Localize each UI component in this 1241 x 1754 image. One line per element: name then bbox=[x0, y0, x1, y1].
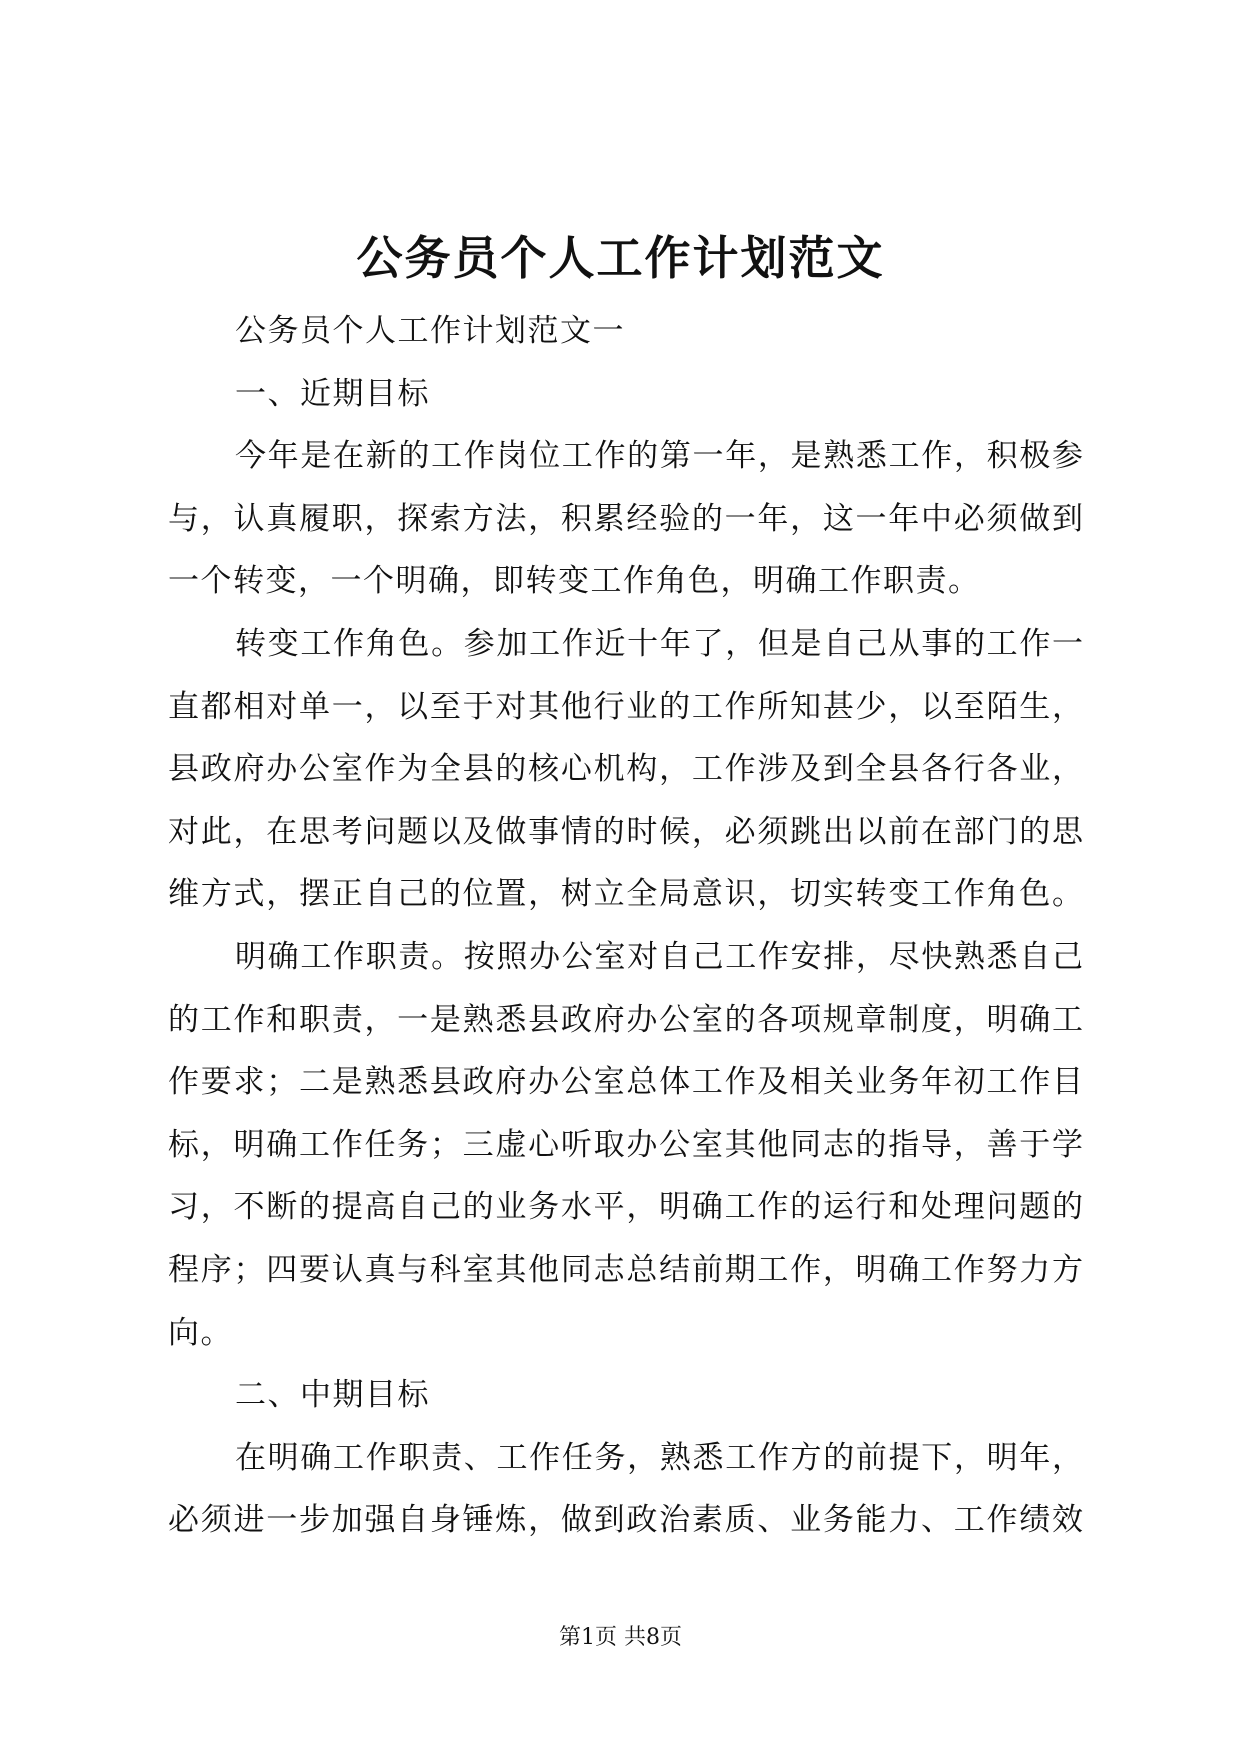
text-line: 一个转变，一个明确，即转变工作角色，明确工作职责。 bbox=[168, 563, 981, 600]
text-line: 的工作和职责，一是熟悉县政府办公室的各项规章制度，明确工 bbox=[168, 1001, 1083, 1038]
text-line: 明确工作职责。按照办公室对自己工作安排，尽快熟悉自己 bbox=[235, 938, 1083, 975]
text-line: 与，认真履职，探索方法，积累经验的一年，这一年中必须做到 bbox=[168, 500, 1083, 537]
document-body bbox=[168, 300, 1083, 1552]
text-line: 转变工作角色。参加工作近十年了，但是自己从事的工作一 bbox=[235, 625, 1083, 662]
text-line: 直都相对单一，以至于对其他行业的工作所知甚少，以至陌生， bbox=[168, 688, 1083, 725]
text-line: 向。 bbox=[168, 1314, 233, 1351]
text-line: 标，明确工作任务；三虚心听取办公室其他同志的指导，善于学 bbox=[168, 1126, 1083, 1163]
text-line: 必须进一步加强自身锤炼，做到政治素质、业务能力、工作绩效 bbox=[168, 1502, 1083, 1539]
text-line: 二、中期目标 bbox=[235, 1377, 430, 1414]
text-line: 对此，在思考问题以及做事情的时候，必须跳出以前在部门的思 bbox=[168, 813, 1083, 850]
text-line: 习，不断的提高自己的业务水平，明确工作的运行和处理问题的 bbox=[168, 1189, 1083, 1226]
text-line: 作要求；二是熟悉县政府办公室总体工作及相关业务年初工作目 bbox=[168, 1064, 1083, 1101]
text-line: 县政府办公室作为全县的核心机构，工作涉及到全县各行各业， bbox=[168, 751, 1083, 788]
text-line: 维方式，摆正自己的位置，树立全局意识，切实转变工作角色。 bbox=[168, 876, 1083, 913]
text-line: 公务员个人工作计划范文一 bbox=[235, 313, 625, 349]
text-line: 在明确工作职责、工作任务，熟悉工作方的前提下，明年， bbox=[235, 1439, 1083, 1476]
text-line: 今年是在新的工作岗位工作的第一年，是熟悉工作，积极参 bbox=[235, 438, 1083, 475]
text-line: 程序；四要认真与科室其他同志总结前期工作，明确工作努力方 bbox=[168, 1251, 1083, 1288]
page-footer: 第1页 共8页 bbox=[559, 1625, 682, 1650]
document-title: 公务员个人工作计划范文 bbox=[356, 231, 885, 285]
text-line: 一、近期目标 bbox=[235, 375, 430, 412]
